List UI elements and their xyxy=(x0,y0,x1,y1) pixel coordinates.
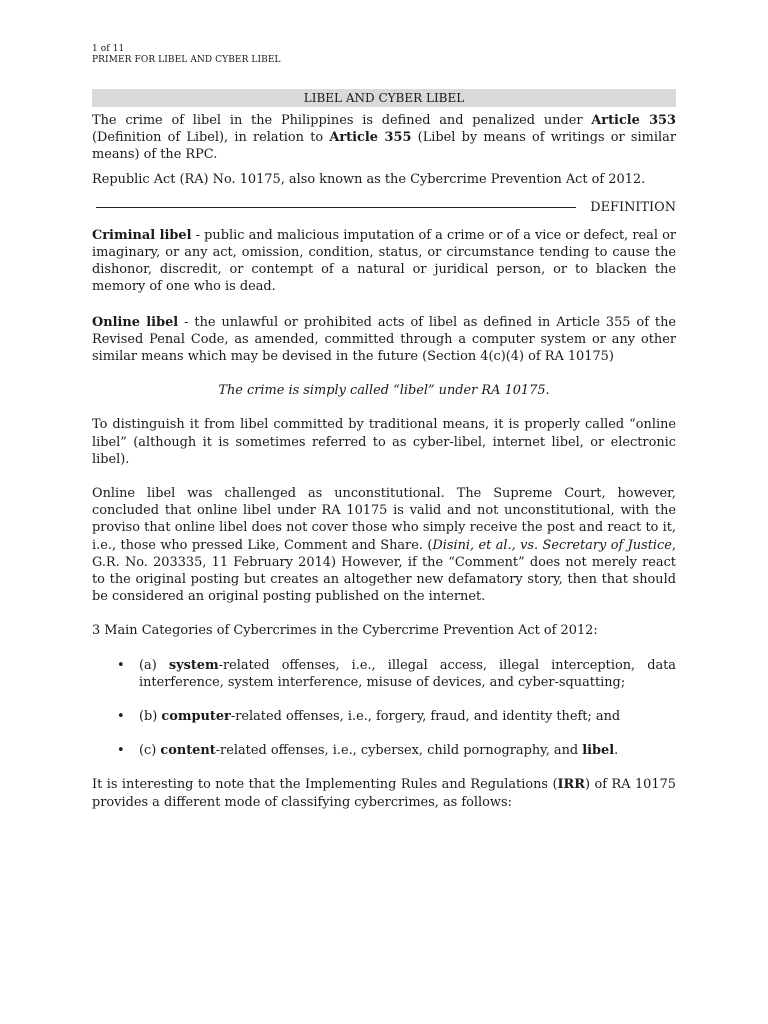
challenged-paragraph xyxy=(92,485,676,605)
article-353: Article 353 xyxy=(591,113,676,128)
simply-called-note: The crime is simply called “libel” under RA 10175. xyxy=(218,383,550,399)
section-title: LIBEL AND CYBER LIBEL xyxy=(92,89,676,107)
case-citation: Disini, et al., vs. Secretary of Justice xyxy=(432,537,672,553)
criminal-libel-term: Criminal libel xyxy=(92,227,192,243)
online-libel-term: Online libel xyxy=(92,314,179,330)
text: -related offenses, i.e., forgery, fraud, and identity theft; and xyxy=(230,709,621,725)
definition-heading xyxy=(92,199,676,217)
criminal-libel-paragraph xyxy=(92,227,676,296)
categories-intro: 3 Main Categories of Cybercrimes in the Cybercrime Prevention Act of 2012: xyxy=(92,623,598,639)
irr-term: IRR xyxy=(557,777,585,793)
text: -related offenses, i.e., cybersex, child pornography, and xyxy=(215,743,583,759)
page-header xyxy=(92,44,676,66)
text: , G.R. No. 203335, 11 February 2014) However, if the “Comment” does not merely react to the original posting but creates an altogether new defamatory story, then that should be considered an original posting published on the internet. xyxy=(92,537,676,605)
definition-divider xyxy=(96,207,576,208)
category-term: content xyxy=(160,743,216,759)
irr-paragraph xyxy=(92,776,676,810)
text: -related offenses, i.e., illegal access, illegal interception, data interference, system interference, misuse of devices, and cyber-squatting; xyxy=(139,657,676,690)
category-term: computer xyxy=(161,709,231,725)
text: (c) xyxy=(139,743,161,759)
list-item xyxy=(139,742,676,759)
categories-list xyxy=(92,657,676,760)
text: (a) xyxy=(139,657,169,673)
document-title: PRIMER FOR LIBEL AND CYBER LIBEL xyxy=(92,55,281,65)
page-count: 1 of 11 xyxy=(92,44,125,54)
text: - public and malicious imputation of a crime or of a vice or defect, real or imaginary, or any act, omission, condition, status, or circumstance tending to cause the dishonor, discredit, or contempt of a natural or juridical person, or to blacken the memory of one who is dead. xyxy=(92,227,677,295)
list-item xyxy=(139,708,676,725)
text: ) of RA 10175 provides a different mode of classifying cybercrimes, as follows: xyxy=(92,777,676,810)
text: . xyxy=(614,743,619,759)
list-item xyxy=(139,657,676,691)
article-355: Article 355 xyxy=(329,130,412,146)
definition-label: DEFINITION xyxy=(590,200,676,216)
text: It is interesting to note that the Implementing Rules and Regulations ( xyxy=(92,777,558,793)
online-libel-paragraph xyxy=(92,314,676,366)
intro-paragraph-1 xyxy=(92,112,676,164)
text: The crime of libel in the Philippines is defined and penalized under xyxy=(92,113,592,128)
text: Online libel was challenged as unconstitutional. The Supreme Court, however, concluded that online libel under RA 10175 is valid and not unconstitutional, with the proviso that online libel does not cover those who simply receive the post and react to it, i.e., those who pressed Like, Comment and Share. ( xyxy=(92,486,676,553)
text: (Definition of Libel), in relation to xyxy=(92,130,330,146)
distinguish-paragraph: To distinguish it from libel committed by traditional means, it is properly called “online libel” (although it is sometimes referred to as cyber-libel, internet libel, or electronic libel). xyxy=(92,417,676,467)
libel-term: libel xyxy=(582,743,615,759)
text: (b) xyxy=(139,709,162,725)
text: - the unlawful or prohibited acts of libel as defined in Article 355 of the Revised Penal Code, as amended, committed through a computer system or any other similar means which may be devised in the future (Section 4(c)(4) of RA 10175) xyxy=(92,314,676,365)
category-term: system xyxy=(168,657,219,673)
intro-paragraph-2: Republic Act (RA) No. 10175, also known as the Cybercrime Prevention Act of 2012. xyxy=(92,171,646,187)
text: (Libel by means of writings or similar means) of the RPC. xyxy=(92,130,676,163)
